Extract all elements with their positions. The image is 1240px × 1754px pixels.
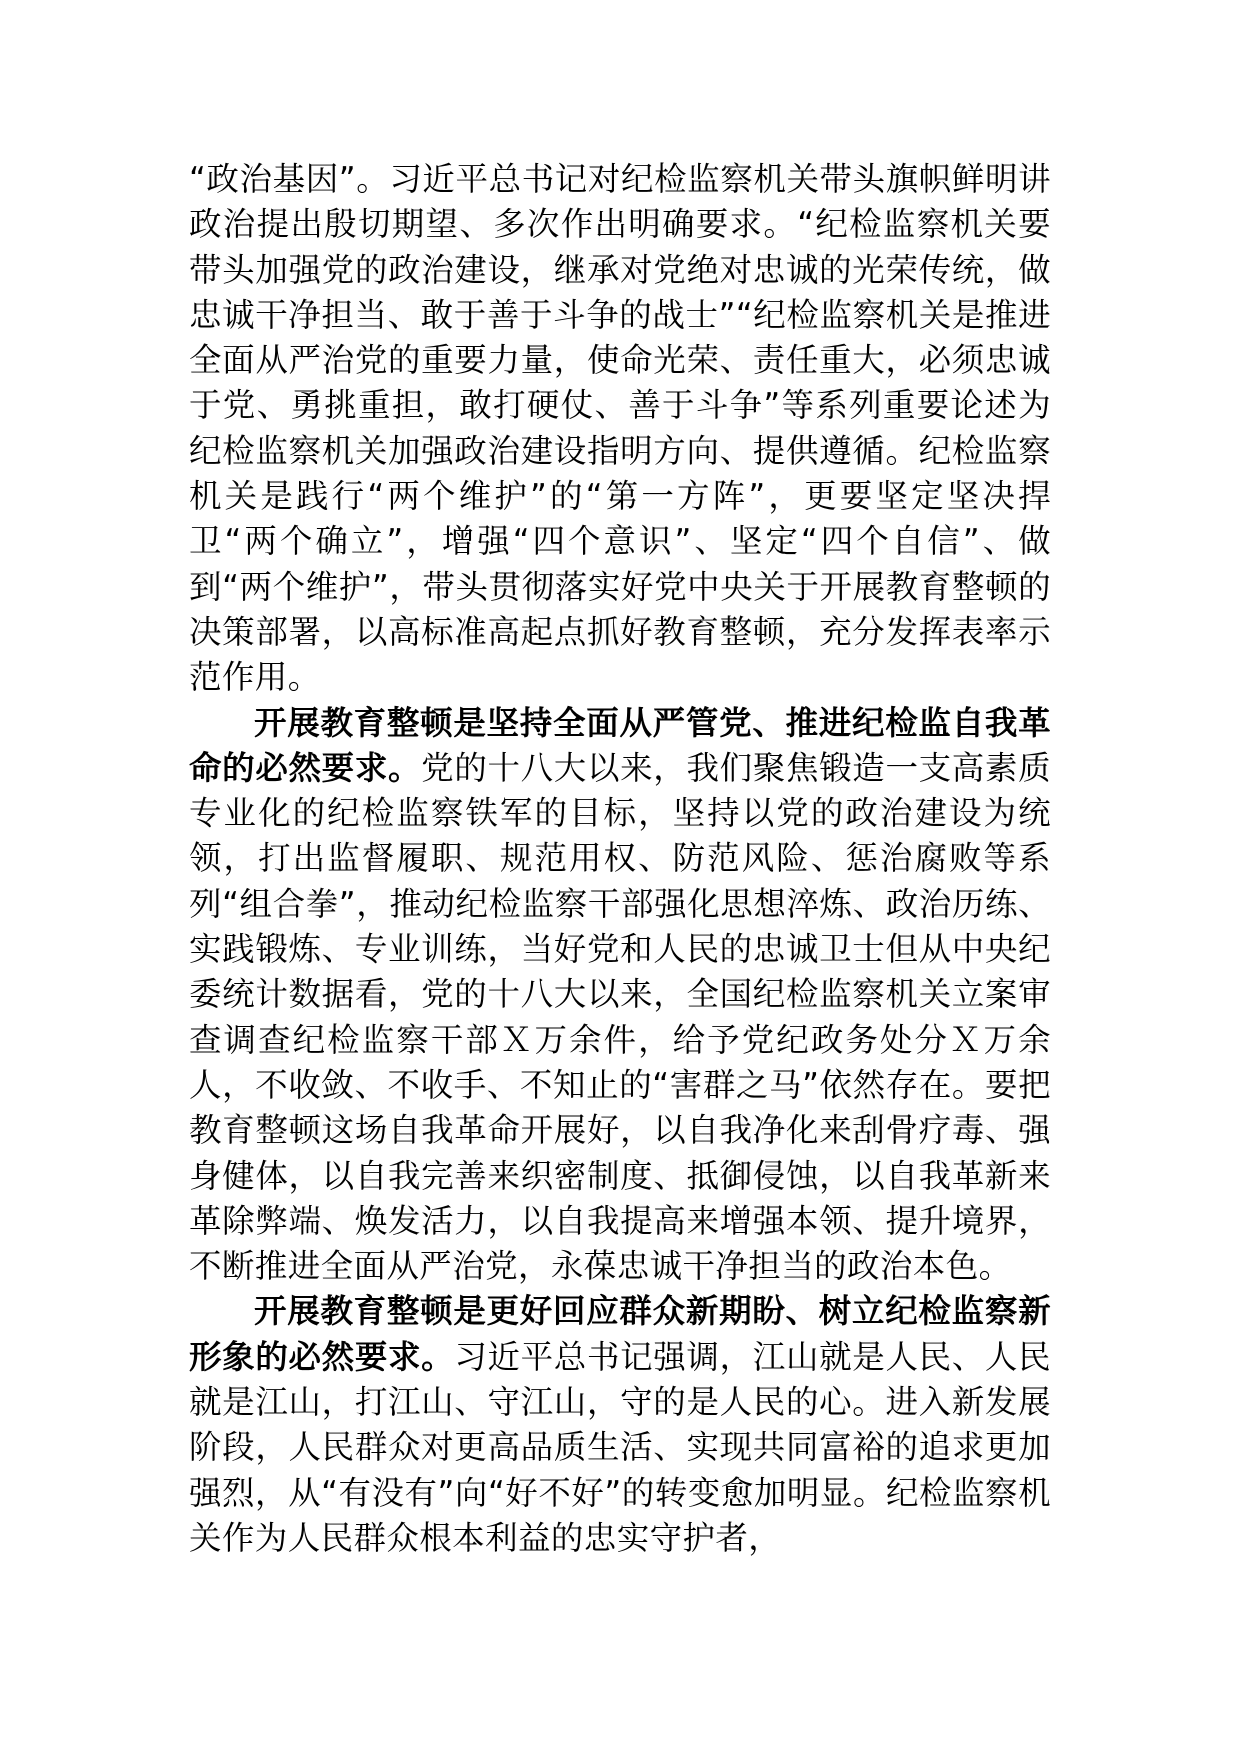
paragraph-self-revolution [189, 701, 1051, 1290]
document-page [189, 157, 1051, 1561]
paragraph-text: 党的十八大以来，我们聚焦锻造一支高素质专业化的纪检监察铁军的目标，坚持以党的政治建设为统领，打出监督履职、规范用权、防范风险、惩治腐败等系列“组合拳”，推动纪检监察干部强化思想淬炼、政治历练、实践锻炼、专业训练，当好党和人民的忠诚卫士但从中央纪委统计数据看，党的十八大以来，全国纪检监察机关立案审查调查纪检监察干部Ｘ万余件，给予党纪政务处分Ｘ万余人，不收敛、不收手、不知止的“害群之马”依然存在。要把教育整顿这场自我革命开展好，以自我净化来刮骨疗毒、强身健体，以自我完善来织密制度、抵御侵蚀，以自我革新来革除弊端、焕发活力，以自我提高来增强本领、提升境界，不断推进全面从严治党，永葆忠诚干净担当的政治本色。 [189, 748, 1051, 1286]
paragraph-political-gene [189, 157, 1051, 701]
paragraph-lead-heading: 开展教育整顿是坚持全面从严管党、推进纪检监自我革命的必然要求。 [189, 703, 1051, 787]
paragraph-public-expectation [189, 1289, 1051, 1561]
paragraph-text: “政治基因”。习近平总书记对纪检监察机关带头旗帜鲜明讲政治提出殷切期望、多次作出明确要求。“纪检监察机关要带头加强党的政治建设，继承对党绝对忠诚的光荣传统，做忠诚干净担当、敢于善于斗争的战士”“纪检监察机关是推进全面从严治党的重要力量，使命光荣、责任重大，必须忠诚于党、勇挑重担，敢打硬仗、善于斗争”等系列重要论述为纪检监察机关加强政治建设指明方向、提供遵循。纪检监察机关是践行“两个维护”的“第一方阵”，更要坚定坚决捍卫“两个确立”，增强“四个意识”、坚定“四个自信”、做到“两个维护”，带头贯彻落实好党中央关于开展教育整顿的决策部署，以高标准高起点抓好教育整顿，充分发挥表率示范作用。 [189, 160, 1051, 697]
paragraph-text: 习近平总书记强调，江山就是人民、人民就是江山，打江山、守江山，守的是人民的心。进入新发展阶段，人民群众对更高品质生活、实现共同富裕的追求更加强烈，从“有没有”向“好不好”的转变愈加明显。纪检监察机关作为人民群众根本利益的忠实守护者， [189, 1337, 1051, 1557]
paragraph-lead-heading: 开展教育整顿是更好回应群众新期盼、树立纪检监察新形象的必然要求。 [189, 1292, 1051, 1376]
